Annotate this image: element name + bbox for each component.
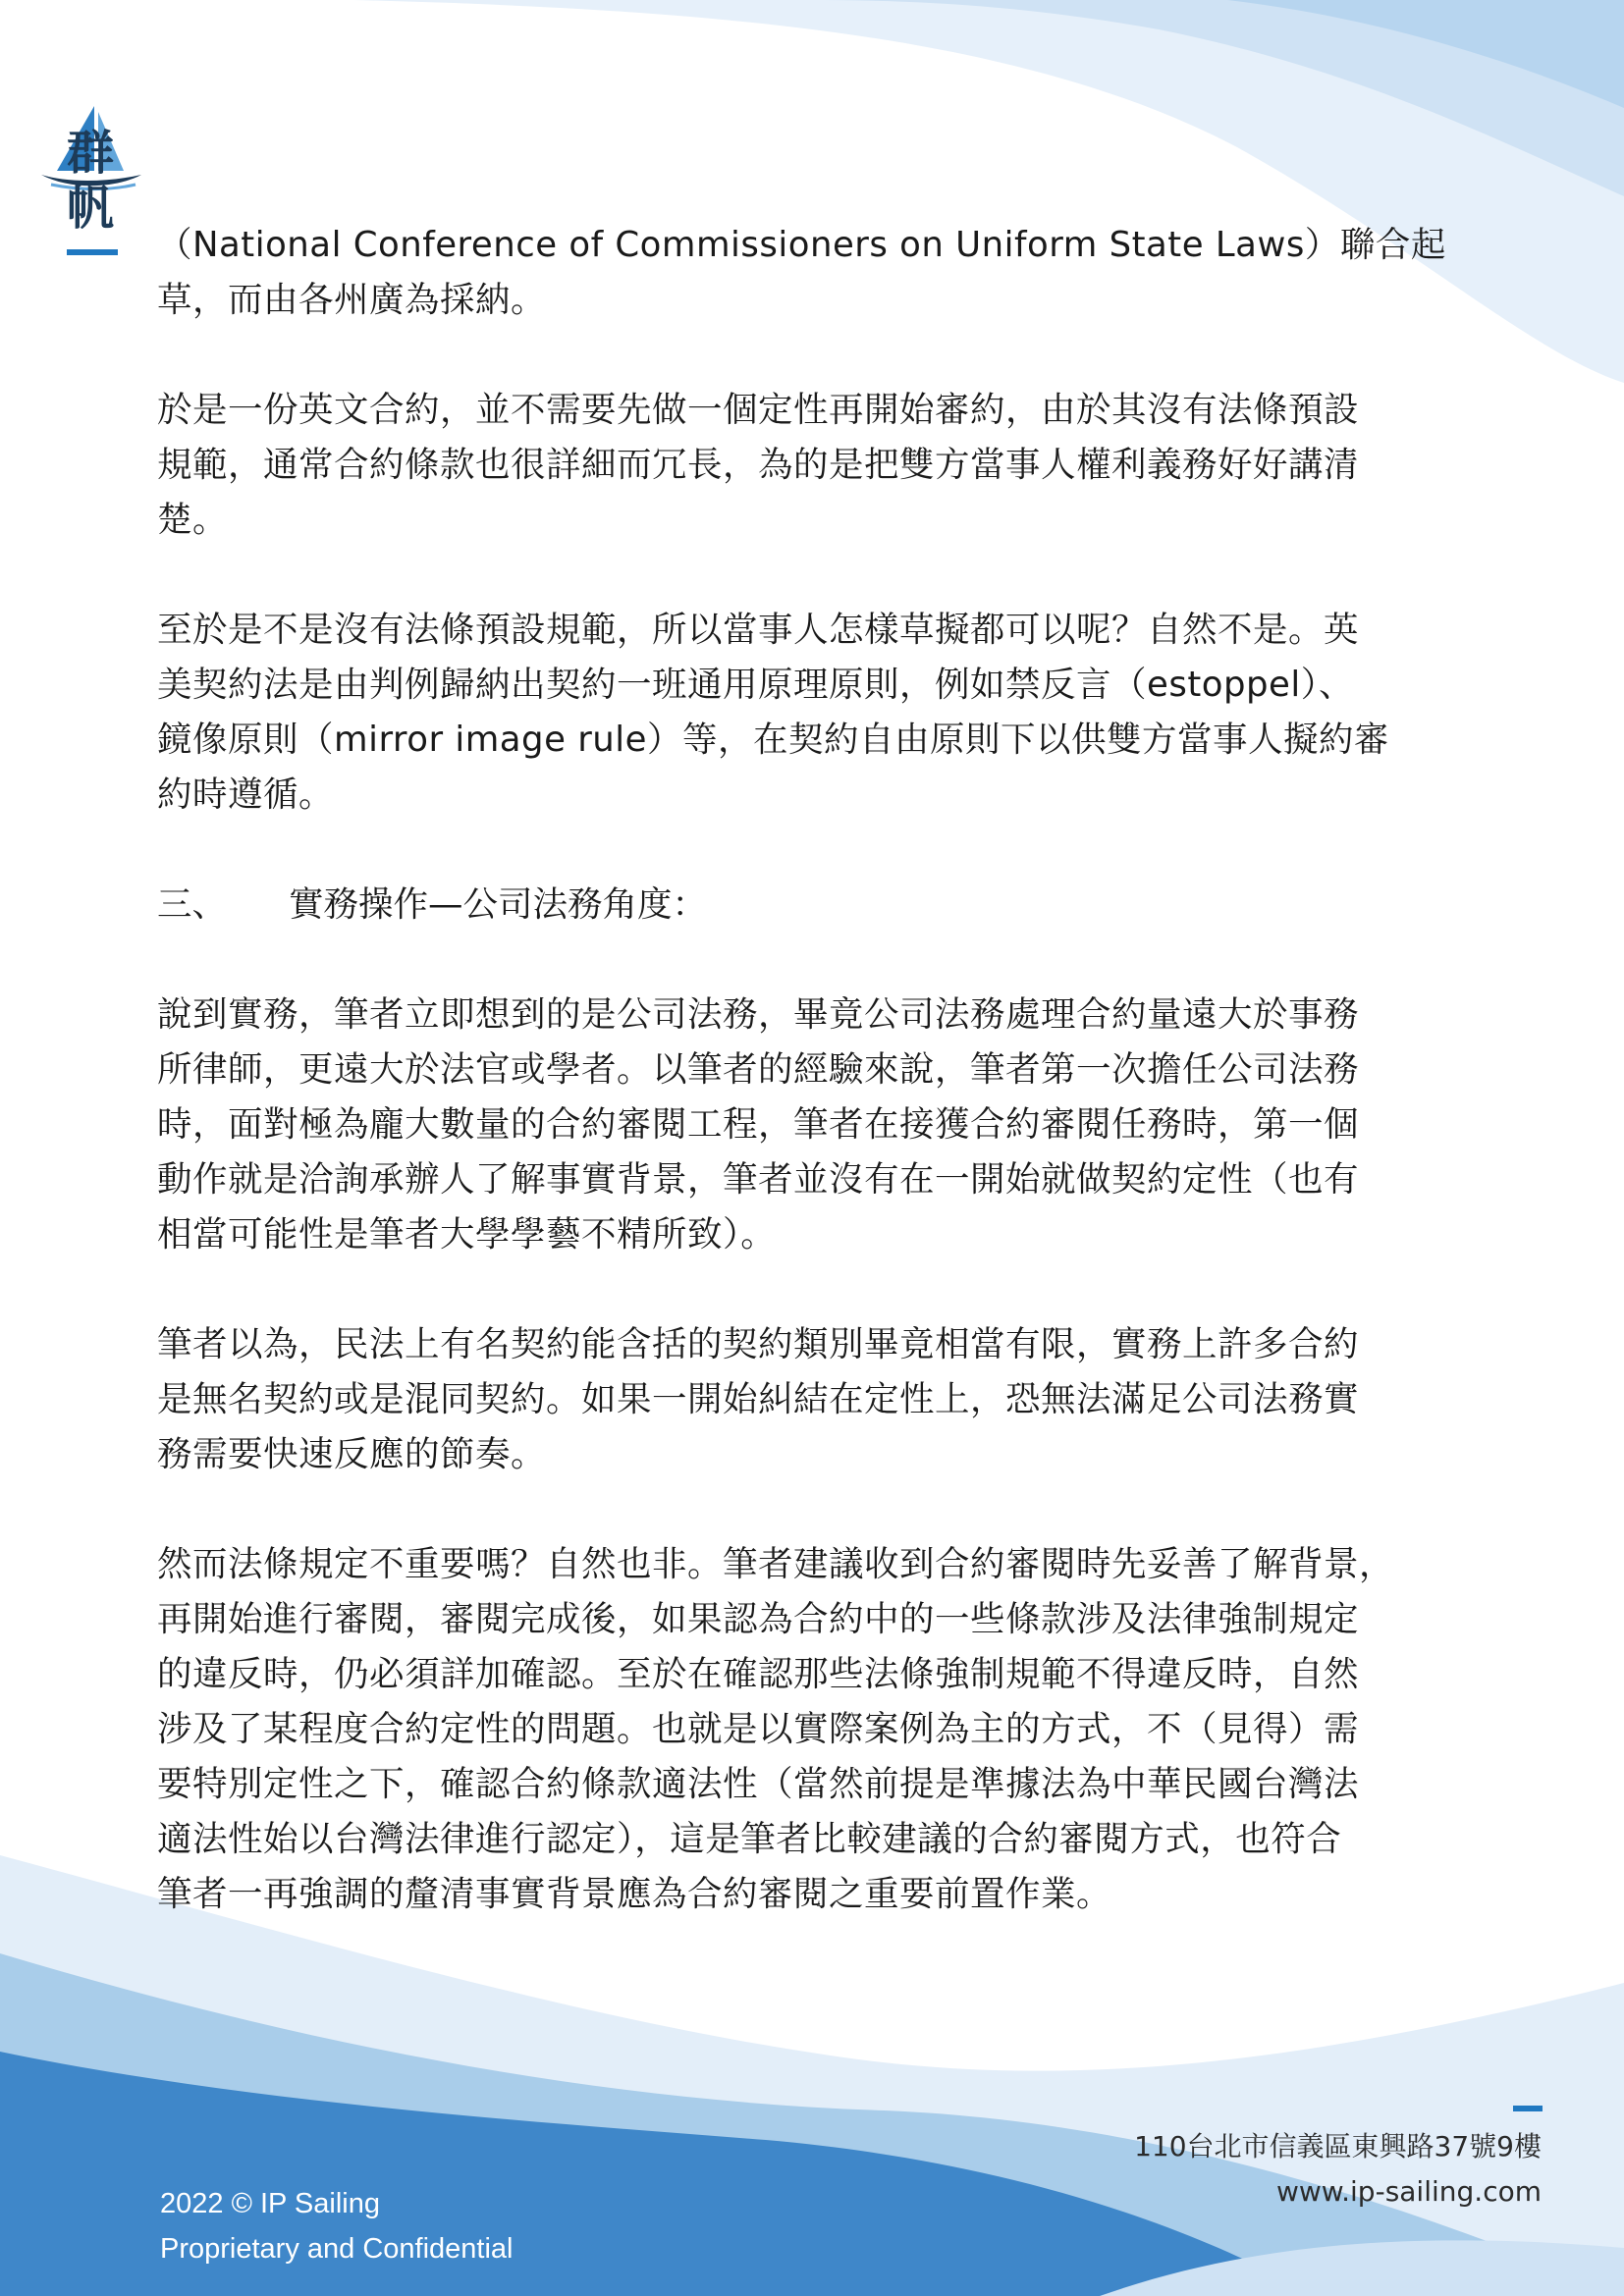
- logo-underline: [67, 249, 118, 255]
- logo-wordmark: [61, 126, 120, 236]
- footer-copyright: 2022 © IP Sailing: [160, 2188, 380, 2219]
- footer-legal: [160, 2181, 513, 2271]
- footer-accent-dash: [1513, 2106, 1543, 2111]
- body-content: [157, 218, 1492, 1977]
- paragraph-5: 筆者以為，民法上有名契約能含括的契約類別畢竟相當有限，實務上許多合約 是無名契約或是混同契約。如果一開始糾結在定性上，恐無法滿足公司法務實 務需要快速反應的節奏。: [157, 1324, 1360, 1474]
- section-heading: [157, 878, 1492, 933]
- section-number: 三、: [157, 884, 228, 925]
- footer-contact: [1134, 2124, 1542, 2215]
- paragraph-1: （National Conference of Commissioners on Uniform State Laws）聯合起 草，而由各州廣為採納。: [157, 225, 1446, 320]
- paragraph-6: 然而法條規定不重要嗎？自然也非。筆者建議收到合約審閱時先妥善了解背景， 再開始進行審閱，審閱完成後，如果認為合約中的一些條款涉及法律強制規定 的違反時，仍必須詳加確認。至於在確認那些法條強制規範不得違反時，自然 涉及了某程度合約定性的問題。也就是以實際案例為主的方式，不（見得）需 要特別定性之下，確認合約條款適法性（當然前提是準據法為中華民國台灣法 適法性始以台灣法律進行認定），這是筆者比較建議的合約審閱方式，也符合 筆者一再強調的釐清事實背景應為合約審閱之重要前置作業。: [157, 1544, 1395, 1914]
- footer-confidential: Proprietary and Confidential: [160, 2233, 514, 2265]
- section-title: 實務操作—公司法務角度：: [289, 884, 708, 925]
- paragraph-3: 至於是不是沒有法條預設規範，所以當事人怎樣草擬都可以呢？自然不是。英 美契約法是由判例歸納出契約一班通用原理原則，例如禁反言（estoppel）、 鏡像原則（mirror image rule）等，在契約自由原則下以供雙方當事人擬約審 約時遵循。: [157, 610, 1389, 815]
- logo-char-1: 群: [66, 126, 114, 181]
- paragraph-4: 說到實務，筆者立即想到的是公司法務，畢竟公司法務處理合約量遠大於事務 所律師，更遠大於法官或學者。以筆者的經驗來說，筆者第一次擔任公司法務 時，面對極為龐大數量的合約審閱工程，筆者在接獲合約審閱任務時，第一個 動作就是洽詢承辦人了解事實背景，筆者並沒有在一開始就做契約定性（也有 相當可能性是筆者大學學藝不精所致）。: [157, 994, 1360, 1255]
- footer-address: 110台北市信義區東興路37號9樓: [1134, 2130, 1542, 2163]
- logo-char-2: 帆: [66, 181, 114, 236]
- footer-website[interactable]: www.ip-sailing.com: [1276, 2175, 1542, 2208]
- paragraph-2: 於是一份英文合約，並不需要先做一個定性再開始審約，由於其沒有法條預設 規範，通常合約條款也很詳細而冗長，為的是把雙方當事人權利義務好好講清 楚。: [157, 390, 1360, 540]
